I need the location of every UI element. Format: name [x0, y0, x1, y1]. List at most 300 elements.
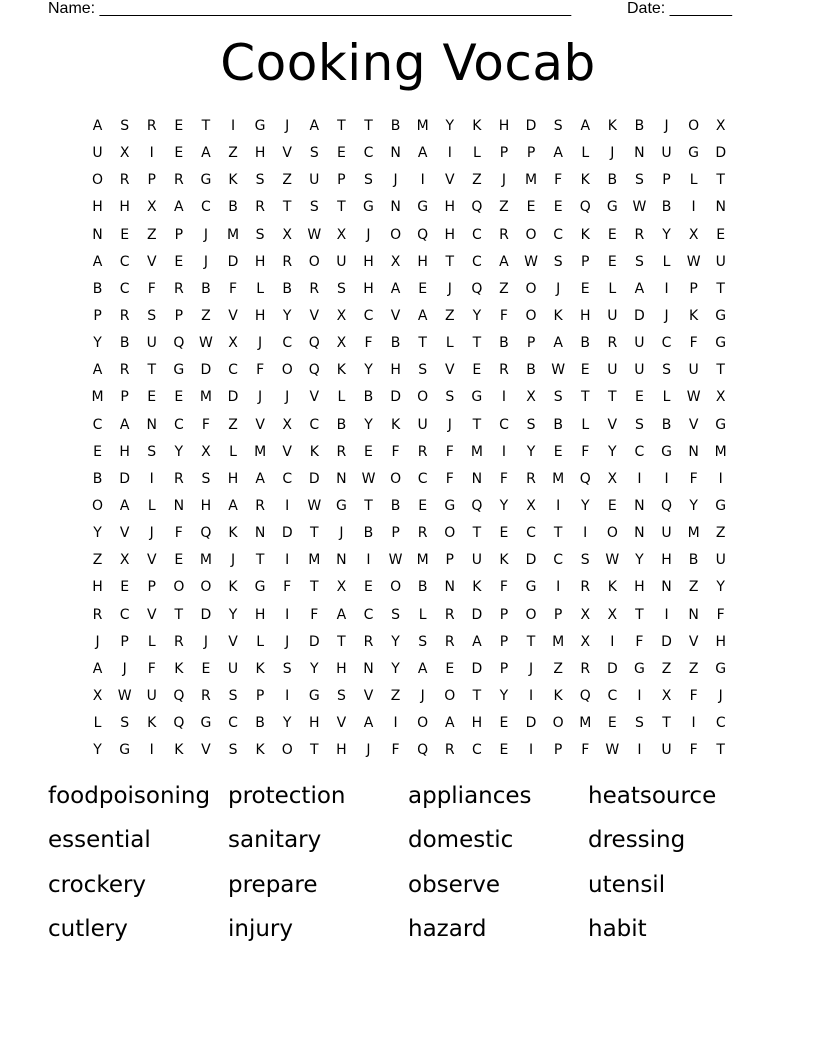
- grid-cell[interactable]: T: [662, 715, 671, 732]
- grid-cell[interactable]: C: [282, 335, 293, 352]
- grid-cell[interactable]: Q: [661, 497, 673, 514]
- grid-cell[interactable]: U: [661, 742, 672, 759]
- grid-cell[interactable]: L: [337, 389, 346, 406]
- grid-cell[interactable]: M: [416, 552, 429, 569]
- grid-cell[interactable]: Q: [471, 280, 483, 297]
- grid-cell[interactable]: I: [230, 118, 236, 134]
- grid-cell[interactable]: J: [366, 226, 371, 243]
- grid-cell[interactable]: D: [471, 660, 483, 677]
- grid-cell[interactable]: M: [416, 118, 429, 134]
- grid-cell[interactable]: O: [525, 226, 537, 243]
- grid-cell[interactable]: Q: [579, 687, 591, 704]
- grid-cell[interactable]: J: [203, 633, 208, 650]
- grid-cell[interactable]: C: [553, 552, 564, 569]
- grid-cell[interactable]: C: [309, 416, 320, 433]
- grid-cell[interactable]: U: [715, 552, 726, 569]
- grid-cell[interactable]: F: [228, 280, 238, 297]
- grid-cell[interactable]: B: [390, 497, 401, 514]
- grid-cell[interactable]: P: [391, 525, 400, 542]
- grid-cell[interactable]: X: [580, 606, 591, 623]
- grid-cell[interactable]: E: [174, 552, 184, 569]
- grid-cell[interactable]: L: [689, 172, 698, 189]
- grid-cell[interactable]: P: [337, 172, 346, 189]
- grid-cell[interactable]: L: [608, 280, 617, 297]
- grid-cell[interactable]: S: [120, 118, 130, 134]
- grid-cell[interactable]: S: [580, 552, 590, 569]
- grid-cell[interactable]: A: [92, 660, 103, 677]
- grid-cell[interactable]: E: [174, 118, 184, 134]
- grid-cell[interactable]: V: [688, 416, 699, 433]
- grid-cell[interactable]: E: [716, 226, 726, 243]
- grid-cell[interactable]: C: [228, 362, 238, 379]
- grid-cell[interactable]: S: [255, 226, 265, 243]
- grid-cell[interactable]: Y: [689, 497, 698, 514]
- grid-cell[interactable]: T: [282, 199, 292, 216]
- grid-cell[interactable]: J: [718, 687, 723, 704]
- grid-cell[interactable]: B: [607, 172, 618, 189]
- grid-cell[interactable]: A: [309, 118, 320, 134]
- grid-cell[interactable]: N: [390, 199, 401, 216]
- grid-cell[interactable]: O: [417, 389, 429, 406]
- grid-cell[interactable]: O: [281, 362, 293, 379]
- grid-cell[interactable]: J: [420, 687, 425, 704]
- grid-cell[interactable]: V: [255, 416, 265, 433]
- grid-cell[interactable]: X: [607, 470, 618, 487]
- grid-cell[interactable]: T: [526, 633, 536, 650]
- grid-cell[interactable]: E: [336, 145, 346, 162]
- grid-cell[interactable]: S: [147, 443, 157, 460]
- grid-cell[interactable]: B: [417, 579, 428, 596]
- grid-cell[interactable]: C: [499, 416, 509, 433]
- grid-cell[interactable]: T: [608, 389, 617, 406]
- grid-cell[interactable]: B: [580, 335, 591, 352]
- grid-cell[interactable]: B: [553, 416, 563, 433]
- grid-cell[interactable]: X: [336, 579, 347, 596]
- grid-cell[interactable]: E: [364, 443, 373, 460]
- grid-cell[interactable]: B: [363, 389, 374, 406]
- grid-cell[interactable]: O: [525, 280, 537, 297]
- grid-cell[interactable]: I: [664, 280, 669, 297]
- grid-cell[interactable]: O: [92, 172, 104, 189]
- grid-cell[interactable]: E: [418, 497, 428, 514]
- grid-cell[interactable]: L: [472, 145, 481, 162]
- grid-cell[interactable]: K: [390, 416, 401, 433]
- grid-cell[interactable]: V: [146, 552, 157, 569]
- grid-cell[interactable]: G: [335, 497, 347, 514]
- grid-cell[interactable]: M: [470, 443, 483, 460]
- grid-cell[interactable]: C: [417, 470, 428, 487]
- grid-cell[interactable]: A: [92, 118, 103, 134]
- grid-cell[interactable]: O: [606, 525, 618, 542]
- grid-cell[interactable]: R: [607, 335, 618, 352]
- grid-cell[interactable]: Y: [526, 443, 536, 460]
- grid-cell[interactable]: Y: [499, 687, 509, 704]
- grid-cell[interactable]: T: [337, 199, 346, 216]
- grid-cell[interactable]: A: [444, 715, 455, 732]
- grid-cell[interactable]: Z: [715, 525, 726, 542]
- name-field[interactable]: Name: _____________________________________________________: [48, 0, 572, 17]
- grid-cell[interactable]: D: [525, 118, 537, 134]
- grid-cell[interactable]: S: [282, 660, 292, 677]
- grid-cell[interactable]: C: [228, 715, 238, 732]
- grid-cell[interactable]: Y: [93, 525, 102, 542]
- grid-cell[interactable]: Q: [308, 362, 320, 379]
- grid-cell[interactable]: L: [93, 715, 102, 732]
- grid-cell[interactable]: E: [364, 579, 373, 596]
- grid-cell[interactable]: D: [281, 525, 293, 542]
- grid-cell[interactable]: K: [472, 118, 482, 134]
- grid-cell[interactable]: C: [607, 687, 618, 704]
- grid-cell[interactable]: X: [282, 226, 292, 243]
- grid-cell[interactable]: O: [390, 470, 402, 487]
- grid-cell[interactable]: V: [228, 307, 238, 324]
- grid-cell[interactable]: O: [525, 307, 537, 324]
- grid-cell[interactable]: G: [715, 335, 727, 352]
- grid-cell[interactable]: A: [228, 497, 238, 514]
- grid-cell[interactable]: S: [309, 145, 319, 162]
- grid-cell[interactable]: K: [499, 552, 509, 569]
- grid-cell[interactable]: D: [227, 389, 239, 406]
- grid-cell[interactable]: G: [254, 579, 266, 596]
- grid-cell[interactable]: K: [309, 443, 319, 460]
- grid-cell[interactable]: H: [254, 145, 266, 162]
- grid-cell[interactable]: F: [581, 742, 590, 759]
- grid-cell[interactable]: U: [688, 362, 699, 379]
- grid-cell[interactable]: E: [120, 226, 130, 243]
- grid-cell[interactable]: P: [147, 579, 156, 596]
- grid-cell[interactable]: X: [146, 199, 157, 216]
- grid-cell[interactable]: H: [119, 199, 130, 216]
- grid-cell[interactable]: P: [499, 633, 509, 650]
- grid-cell[interactable]: B: [282, 280, 292, 297]
- grid-cell[interactable]: M: [687, 525, 700, 542]
- grid-cell[interactable]: P: [120, 633, 129, 650]
- grid-cell[interactable]: X: [336, 335, 347, 352]
- grid-cell[interactable]: S: [553, 118, 563, 134]
- grid-cell[interactable]: W: [361, 470, 376, 487]
- grid-cell[interactable]: I: [664, 606, 669, 623]
- grid-cell[interactable]: J: [285, 389, 290, 406]
- grid-cell[interactable]: H: [715, 633, 726, 650]
- grid-cell[interactable]: I: [528, 687, 534, 704]
- grid-cell[interactable]: C: [471, 742, 482, 759]
- grid-cell[interactable]: Q: [173, 715, 185, 732]
- grid-cell[interactable]: Z: [92, 552, 103, 569]
- grid-cell[interactable]: L: [147, 497, 156, 514]
- grid-cell[interactable]: Y: [174, 443, 184, 460]
- grid-cell[interactable]: N: [390, 145, 401, 162]
- grid-cell[interactable]: K: [228, 172, 238, 189]
- grid-cell[interactable]: I: [637, 742, 642, 759]
- grid-cell[interactable]: L: [662, 253, 671, 270]
- grid-cell[interactable]: I: [285, 687, 290, 704]
- grid-cell[interactable]: L: [581, 416, 590, 433]
- grid-cell[interactable]: I: [637, 470, 642, 487]
- grid-cell[interactable]: M: [226, 226, 240, 243]
- grid-cell[interactable]: D: [661, 633, 672, 650]
- grid-cell[interactable]: E: [147, 389, 157, 406]
- grid-cell[interactable]: E: [174, 253, 184, 270]
- grid-cell[interactable]: E: [580, 280, 590, 297]
- grid-cell[interactable]: S: [553, 253, 563, 270]
- grid-cell[interactable]: F: [689, 335, 698, 352]
- grid-cell[interactable]: U: [661, 525, 672, 542]
- grid-cell[interactable]: A: [553, 335, 563, 352]
- grid-cell[interactable]: S: [336, 687, 346, 704]
- grid-cell[interactable]: B: [336, 416, 347, 433]
- grid-cell[interactable]: Z: [201, 307, 211, 324]
- grid-cell[interactable]: E: [580, 362, 590, 379]
- grid-cell[interactable]: B: [390, 118, 401, 134]
- grid-cell[interactable]: I: [583, 525, 588, 542]
- grid-cell[interactable]: Z: [390, 687, 401, 704]
- grid-cell[interactable]: T: [716, 362, 725, 379]
- grid-cell[interactable]: K: [580, 172, 590, 189]
- grid-cell[interactable]: D: [634, 307, 645, 324]
- grid-cell[interactable]: H: [417, 253, 428, 270]
- grid-cell[interactable]: Y: [391, 660, 400, 677]
- grid-cell[interactable]: J: [203, 253, 208, 270]
- grid-cell[interactable]: J: [122, 660, 127, 677]
- grid-cell[interactable]: B: [363, 525, 374, 542]
- grid-cell[interactable]: E: [499, 525, 509, 542]
- grid-cell[interactable]: X: [390, 253, 401, 270]
- grid-cell[interactable]: P: [499, 660, 509, 677]
- grid-cell[interactable]: K: [174, 742, 184, 759]
- grid-cell[interactable]: U: [227, 660, 239, 677]
- grid-cell[interactable]: H: [444, 199, 456, 216]
- grid-cell[interactable]: F: [716, 606, 725, 623]
- grid-cell[interactable]: X: [607, 606, 618, 623]
- grid-cell[interactable]: Y: [635, 552, 644, 569]
- grid-cell[interactable]: F: [201, 416, 210, 433]
- grid-cell[interactable]: K: [255, 742, 265, 759]
- grid-cell[interactable]: X: [526, 497, 536, 514]
- grid-cell[interactable]: M: [714, 443, 727, 460]
- grid-cell[interactable]: Z: [499, 280, 509, 297]
- grid-cell[interactable]: R: [363, 633, 374, 650]
- grid-cell[interactable]: R: [255, 199, 265, 216]
- grid-cell[interactable]: I: [420, 172, 425, 189]
- grid-cell[interactable]: Y: [93, 742, 102, 759]
- grid-cell[interactable]: I: [393, 715, 398, 732]
- grid-cell[interactable]: X: [336, 307, 347, 324]
- grid-cell[interactable]: H: [579, 307, 591, 324]
- grid-cell[interactable]: C: [363, 606, 374, 623]
- grid-cell[interactable]: C: [119, 606, 130, 623]
- grid-cell[interactable]: J: [285, 633, 290, 650]
- grid-cell[interactable]: S: [445, 389, 455, 406]
- grid-cell[interactable]: V: [309, 307, 320, 324]
- grid-cell[interactable]: V: [228, 633, 238, 650]
- grid-cell[interactable]: P: [581, 253, 590, 270]
- grid-cell[interactable]: L: [418, 606, 427, 623]
- grid-cell[interactable]: N: [173, 497, 185, 514]
- grid-cell[interactable]: D: [606, 660, 618, 677]
- grid-cell[interactable]: A: [92, 362, 103, 379]
- grid-cell[interactable]: B: [228, 199, 238, 216]
- grid-cell[interactable]: O: [525, 606, 537, 623]
- grid-cell[interactable]: M: [579, 715, 592, 732]
- grid-cell[interactable]: V: [607, 416, 618, 433]
- grid-cell[interactable]: R: [173, 633, 184, 650]
- grid-cell[interactable]: S: [526, 416, 536, 433]
- grid-cell[interactable]: G: [661, 443, 672, 460]
- grid-cell[interactable]: V: [444, 362, 455, 379]
- grid-cell[interactable]: E: [174, 145, 184, 162]
- grid-cell[interactable]: W: [307, 226, 322, 243]
- grid-cell[interactable]: R: [580, 660, 591, 677]
- grid-cell[interactable]: X: [228, 335, 238, 352]
- grid-cell[interactable]: R: [444, 606, 455, 623]
- grid-cell[interactable]: K: [255, 660, 265, 677]
- grid-cell[interactable]: R: [417, 525, 428, 542]
- grid-cell[interactable]: M: [199, 389, 212, 406]
- grid-cell[interactable]: O: [281, 742, 293, 759]
- grid-cell[interactable]: P: [147, 172, 156, 189]
- grid-cell[interactable]: F: [256, 362, 265, 379]
- grid-cell[interactable]: E: [553, 443, 563, 460]
- grid-cell[interactable]: Y: [716, 579, 725, 596]
- grid-cell[interactable]: Q: [173, 335, 185, 352]
- grid-cell[interactable]: K: [472, 579, 482, 596]
- grid-cell[interactable]: E: [93, 443, 102, 460]
- grid-cell[interactable]: M: [199, 552, 212, 569]
- grid-cell[interactable]: D: [715, 145, 727, 162]
- grid-cell[interactable]: F: [391, 443, 400, 460]
- grid-cell[interactable]: V: [444, 172, 455, 189]
- grid-cell[interactable]: G: [715, 660, 727, 677]
- grid-cell[interactable]: X: [119, 145, 130, 162]
- grid-cell[interactable]: R: [634, 226, 645, 243]
- grid-cell[interactable]: B: [92, 470, 103, 487]
- grid-cell[interactable]: Z: [499, 199, 509, 216]
- grid-cell[interactable]: G: [715, 497, 727, 514]
- grid-cell[interactable]: I: [149, 742, 154, 759]
- grid-cell[interactable]: N: [254, 525, 266, 542]
- grid-cell[interactable]: C: [661, 335, 672, 352]
- grid-cell[interactable]: Z: [444, 307, 455, 324]
- grid-cell[interactable]: K: [174, 660, 184, 677]
- grid-cell[interactable]: A: [553, 145, 563, 162]
- grid-cell[interactable]: M: [525, 172, 538, 189]
- grid-cell[interactable]: O: [92, 497, 104, 514]
- grid-cell[interactable]: U: [607, 307, 618, 324]
- grid-cell[interactable]: K: [607, 579, 617, 596]
- grid-cell[interactable]: J: [366, 742, 371, 759]
- grid-cell[interactable]: N: [634, 145, 645, 162]
- grid-cell[interactable]: Y: [93, 335, 102, 352]
- grid-cell[interactable]: S: [228, 742, 238, 759]
- grid-cell[interactable]: V: [146, 606, 157, 623]
- grid-cell[interactable]: P: [499, 606, 509, 623]
- grid-cell[interactable]: I: [637, 687, 642, 704]
- grid-cell[interactable]: F: [635, 633, 644, 650]
- grid-cell[interactable]: I: [285, 552, 290, 569]
- grid-cell[interactable]: O: [308, 253, 320, 270]
- grid-cell[interactable]: A: [92, 253, 103, 270]
- grid-cell[interactable]: G: [308, 687, 320, 704]
- grid-cell[interactable]: X: [282, 416, 292, 433]
- grid-cell[interactable]: H: [254, 606, 266, 623]
- grid-cell[interactable]: X: [119, 552, 130, 569]
- grid-cell[interactable]: O: [444, 687, 456, 704]
- grid-cell[interactable]: K: [689, 307, 699, 324]
- grid-cell[interactable]: R: [417, 443, 428, 460]
- grid-cell[interactable]: Y: [445, 118, 455, 134]
- grid-cell[interactable]: I: [501, 443, 507, 460]
- grid-cell[interactable]: R: [309, 280, 320, 297]
- grid-cell[interactable]: A: [363, 715, 374, 732]
- grid-cell[interactable]: R: [255, 497, 265, 514]
- grid-cell[interactable]: K: [336, 362, 346, 379]
- grid-cell[interactable]: W: [686, 253, 701, 270]
- grid-cell[interactable]: H: [661, 552, 672, 569]
- grid-cell[interactable]: G: [633, 660, 645, 677]
- grid-cell[interactable]: N: [146, 416, 157, 433]
- grid-cell[interactable]: R: [526, 470, 536, 487]
- grid-cell[interactable]: D: [308, 633, 320, 650]
- grid-cell[interactable]: T: [337, 118, 346, 134]
- grid-cell[interactable]: B: [634, 118, 645, 134]
- grid-cell[interactable]: A: [119, 497, 130, 514]
- grid-cell[interactable]: P: [499, 145, 509, 162]
- grid-cell[interactable]: Y: [364, 416, 373, 433]
- grid-cell[interactable]: V: [309, 389, 320, 406]
- grid-cell[interactable]: Y: [364, 362, 373, 379]
- grid-cell[interactable]: I: [528, 742, 534, 759]
- grid-cell[interactable]: X: [201, 443, 211, 460]
- grid-cell[interactable]: O: [688, 118, 700, 134]
- grid-cell[interactable]: T: [364, 497, 373, 514]
- grid-cell[interactable]: N: [634, 525, 645, 542]
- grid-cell[interactable]: J: [610, 145, 615, 162]
- grid-cell[interactable]: O: [390, 226, 402, 243]
- grid-cell[interactable]: U: [146, 335, 157, 352]
- grid-cell[interactable]: B: [201, 280, 211, 297]
- grid-cell[interactable]: P: [553, 606, 563, 623]
- grid-cell[interactable]: H: [336, 660, 347, 677]
- grid-cell[interactable]: J: [149, 525, 154, 542]
- grid-cell[interactable]: L: [581, 145, 590, 162]
- grid-cell[interactable]: E: [472, 362, 482, 379]
- grid-cell[interactable]: F: [499, 307, 508, 324]
- grid-cell[interactable]: G: [200, 172, 212, 189]
- grid-cell[interactable]: F: [445, 470, 454, 487]
- grid-cell[interactable]: C: [363, 145, 374, 162]
- grid-cell[interactable]: T: [310, 742, 319, 759]
- grid-cell[interactable]: W: [632, 199, 647, 216]
- grid-cell[interactable]: C: [119, 280, 130, 297]
- grid-cell[interactable]: C: [282, 470, 293, 487]
- grid-cell[interactable]: T: [310, 579, 319, 596]
- grid-cell[interactable]: H: [336, 742, 347, 759]
- grid-cell[interactable]: R: [282, 253, 293, 270]
- grid-cell[interactable]: I: [718, 470, 723, 487]
- grid-cell[interactable]: G: [200, 715, 212, 732]
- grid-cell[interactable]: P: [93, 307, 102, 324]
- grid-cell[interactable]: O: [200, 579, 212, 596]
- grid-cell[interactable]: T: [635, 606, 644, 623]
- grid-cell[interactable]: N: [471, 470, 483, 487]
- grid-cell[interactable]: D: [227, 253, 239, 270]
- grid-cell[interactable]: P: [120, 389, 129, 406]
- grid-cell[interactable]: Y: [608, 443, 617, 460]
- grid-cell[interactable]: R: [173, 280, 184, 297]
- grid-cell[interactable]: T: [472, 335, 482, 352]
- grid-cell[interactable]: S: [201, 470, 211, 487]
- grid-cell[interactable]: J: [230, 552, 236, 569]
